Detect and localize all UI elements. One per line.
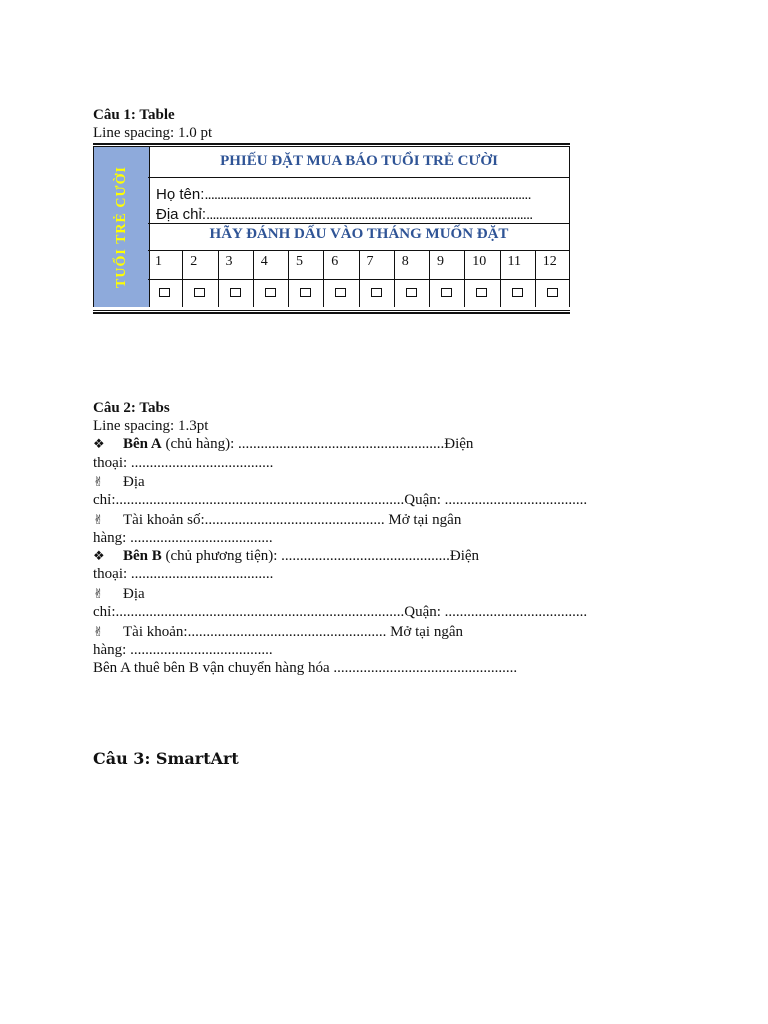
divider (148, 177, 570, 178)
side-label-cell (93, 147, 150, 307)
month-cell (465, 251, 500, 307)
subscription-form-table (93, 143, 570, 315)
month-number: 12 (542, 254, 557, 269)
month-cell (289, 251, 324, 307)
checkbox-icon[interactable] (512, 288, 523, 297)
party-b-line (93, 547, 479, 566)
month-number: 4 (260, 254, 268, 269)
side-label: TUỔI TRẺ CƯỜI (113, 166, 129, 288)
checkbox-icon[interactable] (441, 288, 452, 297)
month-grid (148, 251, 570, 307)
name-label: Họ tên: (156, 186, 205, 203)
month-number: 2 (190, 254, 198, 269)
month-cell (324, 251, 359, 307)
address-label: Địa chỉ: (156, 206, 207, 223)
month-cell (395, 251, 430, 307)
party-a-address: chỉ:.............................................................................Quận: ...................................... (93, 492, 588, 508)
month-number: 8 (401, 254, 409, 269)
month-number: 1 (155, 254, 162, 269)
table-bottom-border (93, 312, 570, 314)
party-b-account-line (93, 623, 463, 642)
party-a-account: Tài khoản số:................................................ Mở tại ngân (123, 512, 462, 528)
party-a-role: (chủ hàng): .......................................................Điện (161, 436, 474, 452)
month-number: 5 (296, 254, 303, 269)
party-a-address-label: Địa (123, 474, 145, 490)
hand-bullet-icon: ✌ (93, 513, 104, 528)
table-top-border (93, 143, 570, 145)
diamond-bullet-icon: ❖ (93, 549, 105, 564)
q1-heading: Câu 1: Table (93, 107, 175, 123)
q2-spacing-note: Line spacing: 1.3pt (93, 418, 209, 434)
month-number: 10 (472, 254, 487, 269)
q1-spacing-note: Line spacing: 1.0 pt (93, 125, 213, 141)
month-cell (254, 251, 289, 307)
checkbox-icon[interactable] (547, 288, 558, 297)
month-cell (360, 251, 395, 307)
hand-bullet-icon: ✌ (93, 475, 104, 490)
month-number: 7 (366, 254, 374, 269)
checkbox-icon[interactable] (265, 288, 276, 297)
party-a-bank: hàng: ...................................... (93, 530, 273, 546)
month-number: 11 (507, 254, 521, 269)
party-a-account-line (93, 511, 461, 530)
checkbox-icon[interactable] (371, 288, 382, 297)
hand-bullet-icon: ✌ (93, 587, 104, 602)
party-b-role: (chủ phương tiện): .............................................Điện (161, 548, 480, 564)
checkbox-icon[interactable] (159, 288, 170, 297)
table-bottom-border-inner (93, 310, 570, 311)
month-number: 9 (437, 254, 444, 269)
party-a-phone: thoại: ...................................... (93, 455, 274, 471)
month-cell (430, 251, 465, 307)
checkbox-icon[interactable] (476, 288, 487, 297)
party-b-address-line (93, 585, 145, 604)
party-b-address-label: Địa (123, 586, 145, 602)
month-number: 6 (331, 254, 339, 269)
name-field[interactable] (156, 186, 531, 204)
q2-heading: Câu 2: Tabs (93, 400, 170, 416)
month-cell (501, 251, 536, 307)
checkbox-icon[interactable] (300, 288, 311, 297)
party-b-phone: thoại: ...................................... (93, 566, 274, 582)
party-a-line (93, 435, 473, 454)
name-dots: ....................................................................................................... (204, 186, 531, 203)
address-field[interactable] (156, 206, 532, 224)
month-cell (536, 251, 570, 307)
party-b-bank: hàng: ...................................... (93, 642, 273, 658)
hand-bullet-icon: ✌ (93, 625, 104, 640)
checkbox-icon[interactable] (335, 288, 346, 297)
month-cell (148, 251, 183, 307)
address-dots: ....................................................................................................... (206, 206, 533, 223)
party-a-address-line (93, 473, 145, 492)
month-cell (219, 251, 254, 307)
closing-statement: Bên A thuê bên B vận chuyển hàng hóa ................................................. (93, 660, 518, 676)
month-number: 3 (225, 254, 233, 269)
party-b-label: Bên B (123, 548, 162, 564)
party-a-label: Bên A (123, 436, 162, 452)
checkbox-icon[interactable] (194, 288, 205, 297)
month-cell (183, 251, 218, 307)
checkbox-icon[interactable] (406, 288, 417, 297)
checkbox-icon[interactable] (230, 288, 241, 297)
diamond-bullet-icon: ❖ (93, 437, 105, 452)
party-b-account: Tài khoản:..................................................... Mở tại ngân (123, 624, 463, 640)
form-title: PHIẾU ĐẶT MUA BÁO TUỔI TRẺ CƯỜI (220, 153, 498, 169)
q3-heading: Câu 3: SmartArt (93, 749, 239, 768)
party-b-address: chỉ:.............................................................................Quận: ...................................... (93, 604, 588, 620)
divider (148, 223, 570, 224)
form-content (148, 147, 570, 307)
form-instruction: HÃY ĐÁNH DẤU VÀO THÁNG MUỐN ĐẶT (209, 226, 509, 242)
